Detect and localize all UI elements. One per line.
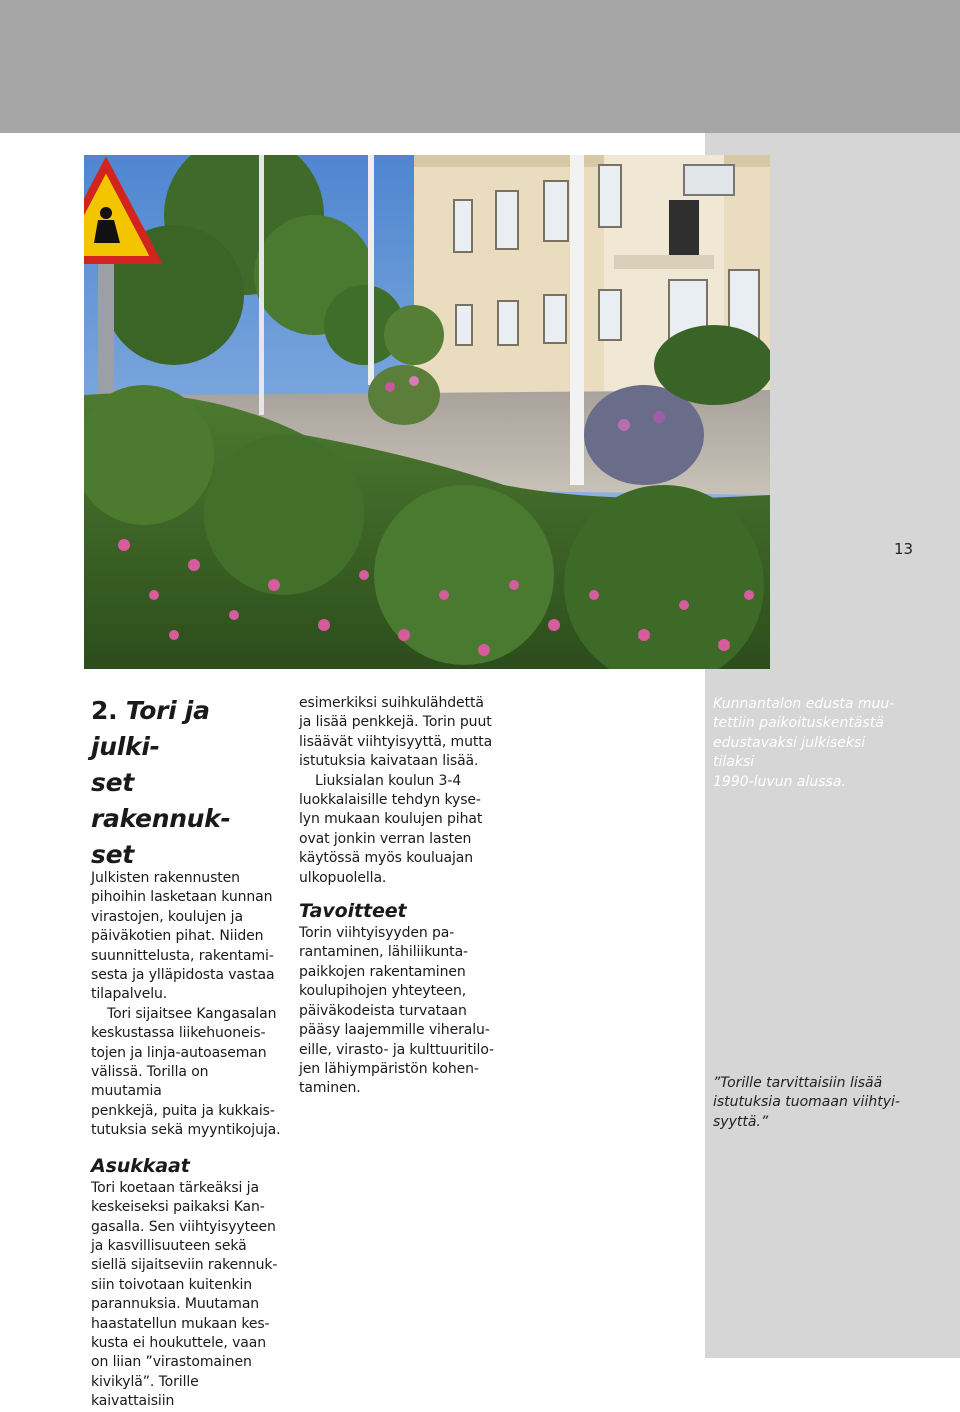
continuation-paragraph: esimerkiksi suihkulähdettä ja lisää penkkejä. Torin puut lisäävät viihtyisyyttä, mutta istutuksia kaivataan lisää. (299, 695, 493, 770)
column-2 (299, 694, 499, 1099)
location-paragraph: Tori sijaitsee Kangasalan keskustassa liikehuoneis- tojen ja linja-autoaseman välissä. Torilla on muutamia penkkejä, puita ja kukkais- tutuksia sekä myyntikojuja. (91, 1005, 281, 1139)
town-hall-square-photo (84, 155, 770, 669)
section-number: 2. (91, 696, 118, 725)
asukkaat-paragraph: Tori koetaan tärkeäksi ja keskeiseksi paikaksi Kan- gasalla. Sen viihtyisyyteen ja kasvillisuuteen sekä siellä sijaitseviin rakennuk- siin toivotaan kuitenkin parannuksia. Muutaman haastatellun mukaan kes- kusta ei houkuttele, vaan on liian ”virastomainen kivikylä”. Torille kaivattaisiin (91, 1179, 278, 1410)
school-paragraph: Liuksialan koulun 3-4 luokkalaisille tehdyn kyse- lyn mukaan koulujen pihat ovat jonkin verran lasten käytössä myös kouluajan ulkopuolella. (299, 772, 483, 886)
pull-quote: ”Torille tarvittaisiin lisää istutuksia tuomaan viihtyi- syyttä.” (713, 1075, 900, 1130)
asukkaat-heading: Asukkaat (91, 1154, 190, 1177)
heading-line: set (91, 840, 134, 869)
section-heading (91, 693, 281, 873)
tavoitteet-paragraph: Torin viihtyisyyden pa- rantaminen, lähiliikunta- paikkojen rakentaminen koulupihojen yhteyteen, päiväkodeista turvataan pääsy laajemmille viheralu- eille, virasto- ja kulttuuritilo- jen lähiympäristön kohen- taminen. (299, 925, 494, 1097)
top-grey-band (0, 0, 960, 133)
tavoitteet-heading: Tavoitteet (299, 900, 407, 923)
intro-paragraph: Julkisten rakennusten pihoihin lasketaan kunnan virastojen, koulujen ja päiväkotien pihat. Niiden suunnittelusta, rakentami- sesta ja ylläpidosta vastaa tilapalvelu. (91, 870, 275, 1003)
column-1 (91, 693, 281, 1412)
heading-line: Tori ja julki- (91, 696, 210, 761)
heading-line: set rakennuk- (91, 768, 231, 833)
photo-caption: Kunnantalon edusta muu- tettiin paikoituskentästä edustavaksi julkiseksi tilaksi 1990-luvun alussa. (713, 696, 895, 790)
page-number: 13 (894, 540, 914, 558)
